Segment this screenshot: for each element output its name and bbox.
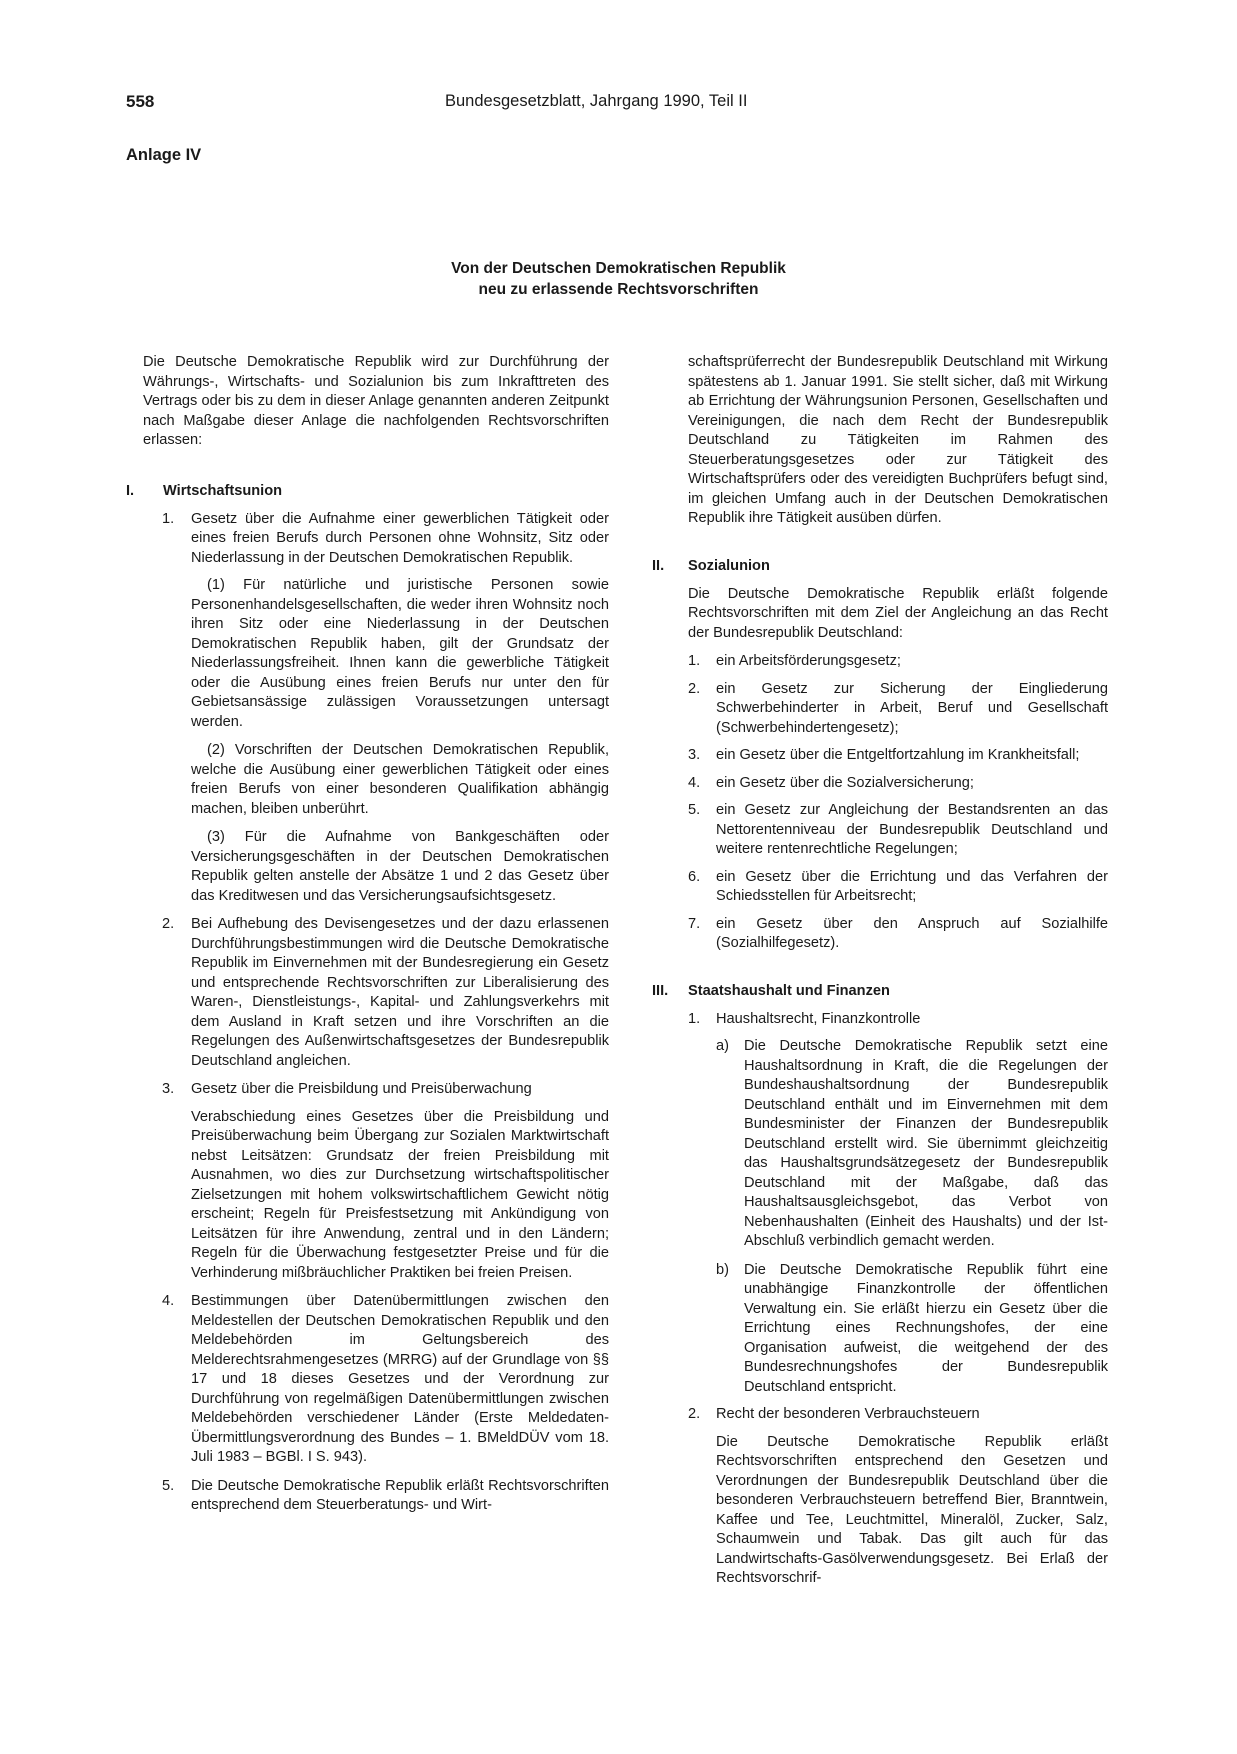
- item-text: ein Gesetz zur Sicherung der Eingliederung Schwerbehinderter in Arbeit, Beruf und Gesellschaft (Schwerbehindertengesetz);: [716, 680, 1108, 736]
- sub-item: [716, 1037, 1108, 1252]
- list-item: [688, 1010, 1108, 1398]
- item-number: 3.: [162, 1081, 175, 1097]
- item-text: ein Gesetz über die Entgeltfortzahlung im Krankheitsfall;: [716, 747, 1080, 763]
- item-text: Recht der besonderen Verbrauchsteuern: [716, 1406, 980, 1422]
- item-number: 2.: [688, 1406, 701, 1422]
- item-number: 5.: [162, 1477, 175, 1494]
- item-text: ein Gesetz über die Errichtung und das Verfahren der Schiedsstellen für Arbeitsrecht;: [716, 868, 1108, 904]
- right-column: [652, 353, 1108, 1597]
- item-text: ein Gesetz über den Anspruch auf Sozialhilfe (Sozialhilfegesetz).: [716, 915, 1108, 951]
- item-number: 6.: [688, 868, 701, 885]
- item-number: 1.: [688, 653, 701, 669]
- item-text: ein Arbeitsförderungsgesetz;: [716, 653, 901, 669]
- section-title: Sozialunion: [688, 557, 770, 574]
- item-body: Verabschiedung eines Gesetzes über die Preisbildung und Preisüberwachung beim Übergang zur Sozialen Marktwirtschaft nebst Leitsätzen: Grundsatz der freien Preisbildung mit Ausnahmen, wo dies zur Durchsetzung wirtschaftspolitischer Zielsetzungen mit hohem volkswirtschaftlichem Gewicht nötig erscheint; Regeln für Preisfestsetzung mit Ankündigung von Leitsätzen für ihre Anwendung, zentral und in den Ländern; Regeln für die Überwachung festgesetzter Preise und für die Verhinderung mißbräuchlicher Praktiken bei freien Preisen.: [191, 1108, 609, 1281]
- section-heading-sozialunion: [652, 557, 1108, 577]
- item-text: Gesetz über die Preisbildung und Preisüberwachung: [191, 1081, 532, 1097]
- list-item: [162, 915, 609, 1071]
- section-title: Wirtschaftsunion: [163, 482, 283, 499]
- document-title-line-1: Von der Deutschen Demokratischen Republik: [451, 260, 786, 277]
- item-number: 3.: [688, 747, 701, 763]
- item-number: 4.: [162, 1293, 175, 1309]
- list-item: [688, 746, 1108, 766]
- item-number: 1.: [162, 510, 175, 527]
- page-header: [126, 92, 1111, 116]
- item-text: ein Gesetz zur Angleichung der Bestandsrenten an das Nettorentenniveau der Bundesrepublik Deutschland und weitere rentenrechtliche Regelungen;: [716, 802, 1108, 857]
- section-number: III.: [652, 982, 669, 999]
- intro-paragraph: Die Deutsche Demokratische Republik wird zur Durchführung der Währungs-, Wirtschafts- und Sozialunion bis zum Inkrafttreten des Vertrags oder bis zu dem in dieser Anlage genannten anderen Zeitpunkt nach Maßgabe dieser Anlage die nachfolgenden Rechtsvorschriften erlassen:: [143, 354, 609, 448]
- sub-paragraph: (2) Vorschriften der Deutschen Demokratischen Republik, welche die Ausübung einer gewerblichen Tätigkeit oder eines freien Berufs von einer besonderen Qualifikation abhängig machen, bleiben unberührt.: [191, 742, 609, 817]
- document-title: [126, 258, 1111, 300]
- left-column: [126, 353, 609, 1525]
- item-number: 7.: [688, 915, 701, 932]
- item-text: Bei Aufhebung des Devisengesetzes und der dazu erlassenen Durchführungsbestimmungen wird die Deutsche Demokratische Republik im Einvernehmen mit der Bundesregierung ein Gesetz und entsprechende Rechtsvorschriften zur Liberalisierung des Waren-, Dienstleistungs-, Kapital- und Zahlungsverkehrs mit dem Ausland in Kraft setzen und ihre Vorschriften an die Regelungen des Außenwirtschaftsgesetzes der Bundesrepublik Deutschland angleichen.: [191, 916, 609, 1069]
- sub-item-text: Die Deutsche Demokratische Republik setzt eine Haushaltsordnung in Kraft, die die Regelungen der Bundeshaushaltsordnung der Bundesrepublik Deutschland enthält und im Einvernehmen mit dem Bundesminister der Finanzen der Bundesrepublik Deutschland erstellt wird. Sie übernimmt gleichzeitig das Haushaltsgrundsätzegesetz der Bundesrepublik Deutschland mit der Maßgabe, daß das Haushaltsausgleichsgebot, das Verbot von Nebenhaushalten (Einheit des Haushalts) und der Ist-Abschluß verbindlich gemacht werden.: [744, 1038, 1108, 1249]
- sub-item-label: a): [716, 1038, 729, 1054]
- list-item: [162, 1292, 609, 1468]
- item-body: Die Deutsche Demokratische Republik erläßt Rechtsvorschriften entsprechend den Gesetzen und Verordnungen der Bundesrepublik Deutschland über die besonderen Verbrauchsteuern betreffend Bier, Branntwein, Kaffee und Tee, Leuchtmittel, Mineralöl, Zucker, Salz, Schaumwein und Tabak. Das gilt auch für das Landwirtschafts-Gasölverwendungsgesetz. Bei Erlaß der Rechtsvorschrif-: [716, 1433, 1108, 1586]
- item-number: 2.: [162, 916, 175, 932]
- sub-item: [716, 1261, 1108, 1398]
- running-title: Bundesgesetzblatt, Jahrgang 1990, Teil II: [445, 92, 748, 110]
- list-item: [162, 1080, 609, 1283]
- sub-paragraph: (3) Für die Aufnahme von Bankgeschäften oder Versicherungsgeschäften in der Deutschen Demokratischen Republik gelten anstelle der Absätze 1 und 2 das Gesetz über das Kreditwesen und das Versicherungsaufsichtsgesetz.: [191, 829, 609, 904]
- annex-label: Anlage IV: [126, 146, 202, 164]
- section-number: II.: [652, 557, 665, 574]
- section-heading-staatshaushalt: [652, 982, 1108, 1002]
- sub-item-text: Die Deutsche Demokratische Republik führt eine unabhängige Finanzkontrolle der öffentlichen Verwaltung ein. Sie erläßt hierzu ein Gesetz über die Errichtung eines Rechnungshofes, der eine Organisation aufweist, die weitgehend der des Bundesrechnungshofes der Bundesrepublik Deutschland entspricht.: [744, 1261, 1108, 1395]
- document-title-line-2: neu zu erlassende Rechtsvorschriften: [478, 281, 759, 298]
- item-text: Bestimmungen über Datenübermittlungen zwischen den Meldestellen der Deutschen Demokratischen Republik und den Meldebehörden im Geltungsbereich des Melderechtsrahmengesetzes (MRRG) auf der Grundlage von §§ 17 und 18 dieses Gesetzes und der Verordnung zur Durchführung von regelmäßigen Datenübermittlungen zwischen Meldebehörden verschiedener Länder (Erste Meldedaten-Übermittlungsverordnung des Bundes – 1. BMeldDÜV vom 18. Juli 1983 – BGBl. I S. 943).: [191, 1293, 609, 1465]
- item-number: 5.: [688, 802, 701, 818]
- sub-paragraph: (1) Für natürliche und juristische Personen sowie Personenhandelsgesellschaften, die weder ihren Wohnsitz noch ihren Sitz oder eine Niederlassung in der Deutschen Demokratischen Republik haben, gilt der Grundsatz der Niederlassungsfreiheit. Ihnen kann die gewerbliche Tätigkeit oder die Ausübung eines freien Berufs nur unter den für Gebietsansässige zulässigen Voraussetzungen untersagt werden.: [191, 577, 609, 730]
- item-number: 4.: [688, 774, 701, 791]
- sub-item-label: b): [716, 1261, 729, 1278]
- list-item: [688, 868, 1108, 907]
- section-title: Staatshaushalt und Finanzen: [688, 982, 890, 999]
- list-item: [162, 1477, 609, 1516]
- list-item: [688, 680, 1108, 739]
- item-text: Haushaltsrecht, Finanzkontrolle: [716, 1010, 921, 1027]
- list-item: [688, 801, 1108, 860]
- section-number: I.: [126, 482, 135, 499]
- list-item: [688, 652, 1108, 672]
- section-intro: Die Deutsche Demokratische Republik erläßt folgende Rechtsvorschriften mit dem Ziel der Angleichung an das Recht der Bundesrepublik Deutschland:: [688, 585, 1108, 641]
- item-text: Gesetz über die Aufnahme einer gewerblichen Tätigkeit oder eines freien Berufs durch Personen ohne Wohnsitz, Sitz oder Niederlassung in der Deutschen Demokratischen Republik.: [191, 510, 609, 566]
- item-number: 2.: [688, 680, 701, 697]
- item-text: ein Gesetz über die Sozialversicherung;: [716, 774, 974, 791]
- list-item: [688, 915, 1108, 954]
- list-item: [162, 510, 609, 907]
- page-number: 558: [126, 92, 155, 111]
- list-item: [688, 774, 1108, 794]
- item-number: 1.: [688, 1010, 701, 1027]
- continued-paragraph: schaftsprüferrecht der Bundesrepublik Deutschland mit Wirkung spätestens ab 1. Januar 1991. Sie stellt sicher, daß mit Wirkung ab Errichtung der Währungsunion Personen, Gesellschaften und Vereinigungen, die nach dem Recht der Bundesrepublik Deutschland zu Tätigkeiten im Rahmen des Steuerberatungsgesetzes oder zur Tätigkeit des Wirtschaftsprüfers oder des vereidigten Buchprüfers befugt sind, im gleichen Umfang auch in der Deutschen Demokratischen Republik ihre Tätigkeit ausüben dürfen.: [688, 354, 1108, 526]
- section-heading-wirtschaftsunion: [126, 482, 609, 502]
- item-text: Die Deutsche Demokratische Republik erläßt Rechtsvorschriften entsprechend dem Steuerberatungs- und Wirt-: [191, 1477, 609, 1513]
- list-item: [688, 1405, 1108, 1589]
